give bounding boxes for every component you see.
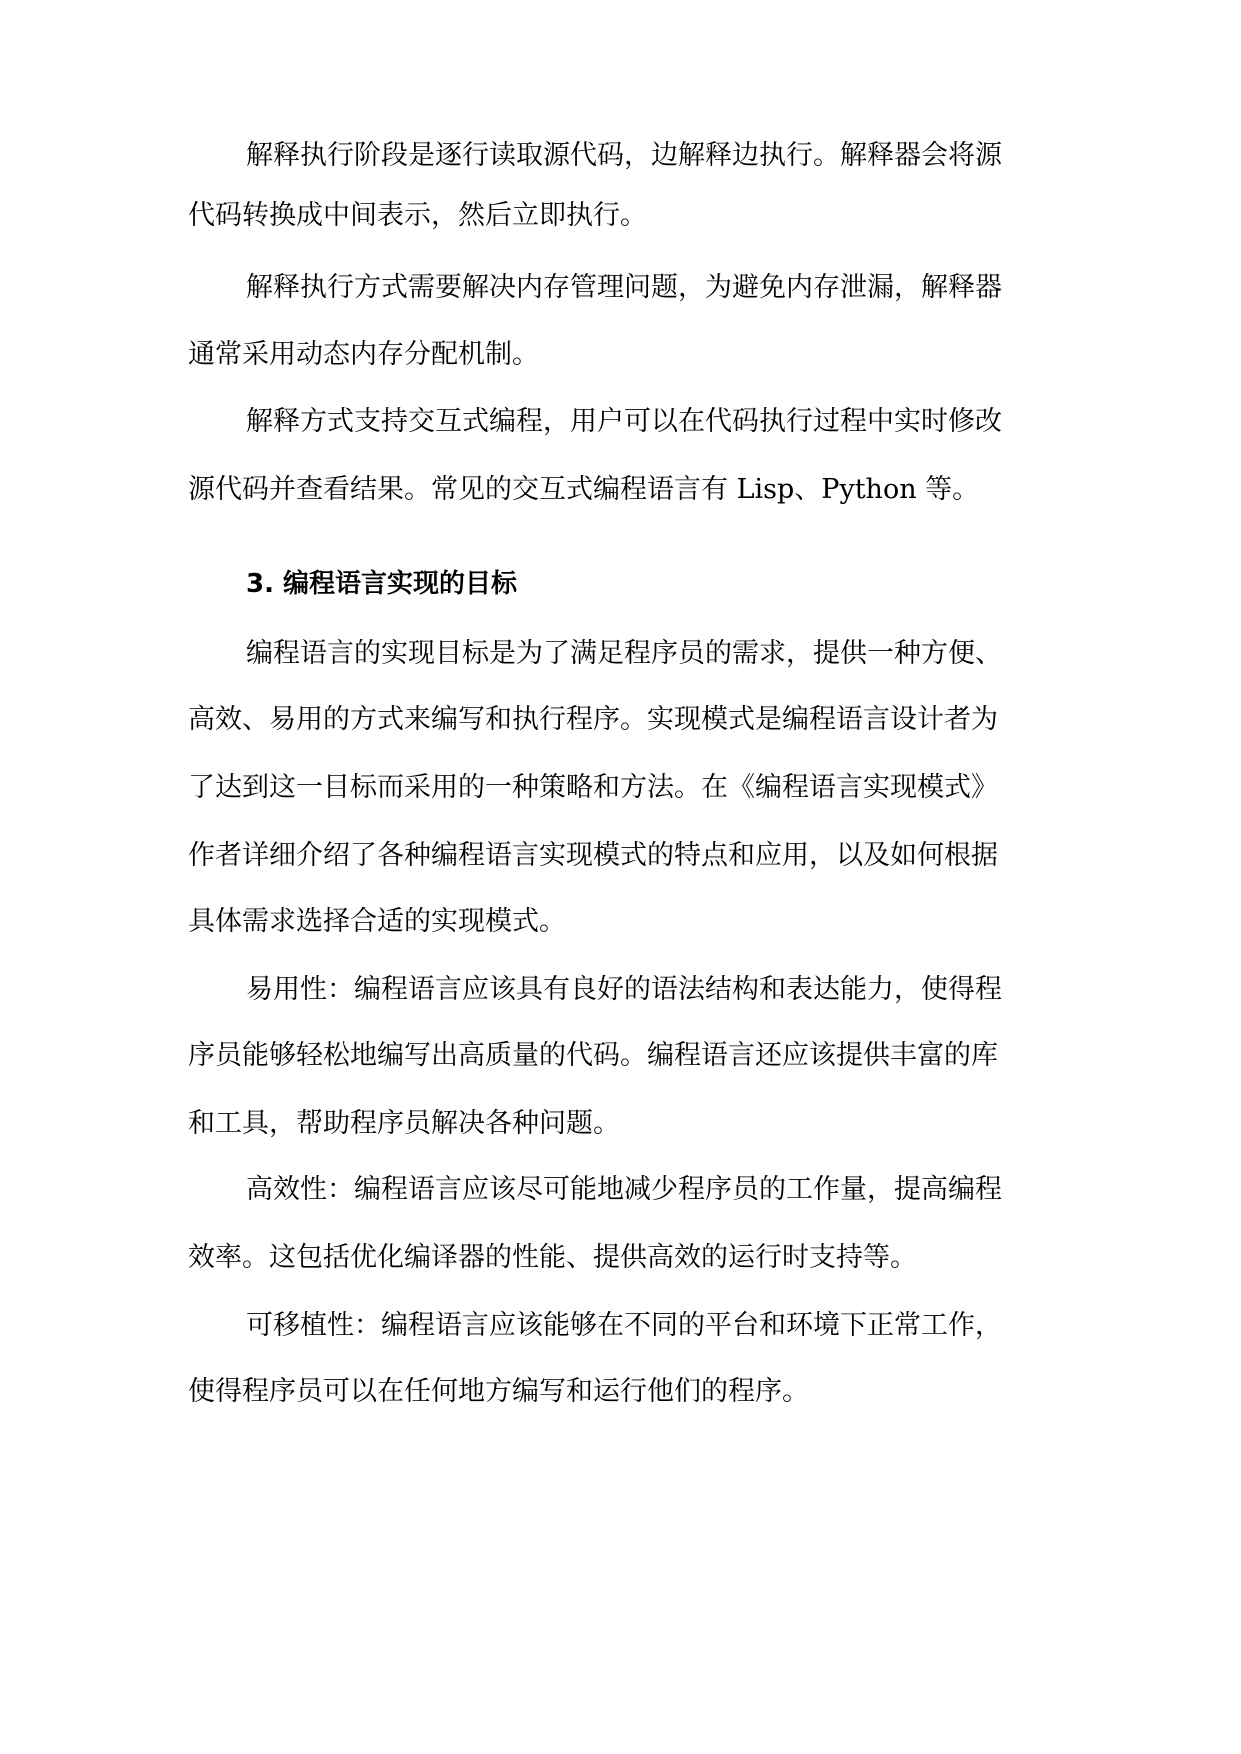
paragraph-4-line-5: 具体需求选择合适的实现模式。	[188, 906, 566, 937]
paragraph-4-line-4: 作者详细介绍了各种编程语言实现模式的特点和应用，以及如何根据	[188, 840, 998, 871]
paragraph-3-line-1: 解释方式支持交互式编程，用户可以在代码执行过程中实时修改	[246, 406, 1002, 437]
paragraph-6-line-1: 高效性：编程语言应该尽可能地减少程序员的工作量，提高编程	[246, 1174, 1002, 1205]
paragraph-4-line-2: 高效、易用的方式来编写和执行程序。实现模式是编程语言设计者为	[188, 704, 998, 735]
paragraph-4-line-3: 了达到这一目标而采用的一种策略和方法。在《编程语言实现模式》	[188, 772, 998, 803]
paragraph-7-line-2: 使得程序员可以在任何地方编写和运行他们的程序。	[188, 1376, 809, 1407]
paragraph-5-line-3: 和工具，帮助程序员解决各种问题。	[188, 1108, 620, 1139]
paragraph-7-line-1: 可移植性：编程语言应该能够在不同的平台和环境下正常工作，	[246, 1310, 1002, 1341]
paragraph-2-line-1: 解释执行方式需要解决内存管理问题，为避免内存泄漏，解释器	[246, 272, 1002, 303]
section-heading: 3. 编程语言实现的目标	[246, 569, 518, 599]
paragraph-1-line-2: 代码转换成中间表示，然后立即执行。	[188, 200, 647, 231]
paragraph-1-line-1: 解释执行阶段是逐行读取源代码，边解释边执行。解释器会将源	[246, 140, 1002, 171]
paragraph-2-line-2: 通常采用动态内存分配机制。	[188, 339, 539, 370]
paragraph-3-line-2: 源代码并查看结果。常见的交互式编程语言有 Lisp、Python 等。	[188, 474, 980, 505]
paragraph-4-line-1: 编程语言的实现目标是为了满足程序员的需求，提供一种方便、	[246, 638, 1002, 669]
paragraph-5-line-1: 易用性：编程语言应该具有良好的语法结构和表达能力，使得程	[246, 974, 1002, 1005]
paragraph-5-line-2: 序员能够轻松地编写出高质量的代码。编程语言还应该提供丰富的库	[188, 1040, 998, 1071]
paragraph-6-line-2: 效率。这包括优化编译器的性能、提供高效的运行时支持等。	[188, 1242, 917, 1273]
